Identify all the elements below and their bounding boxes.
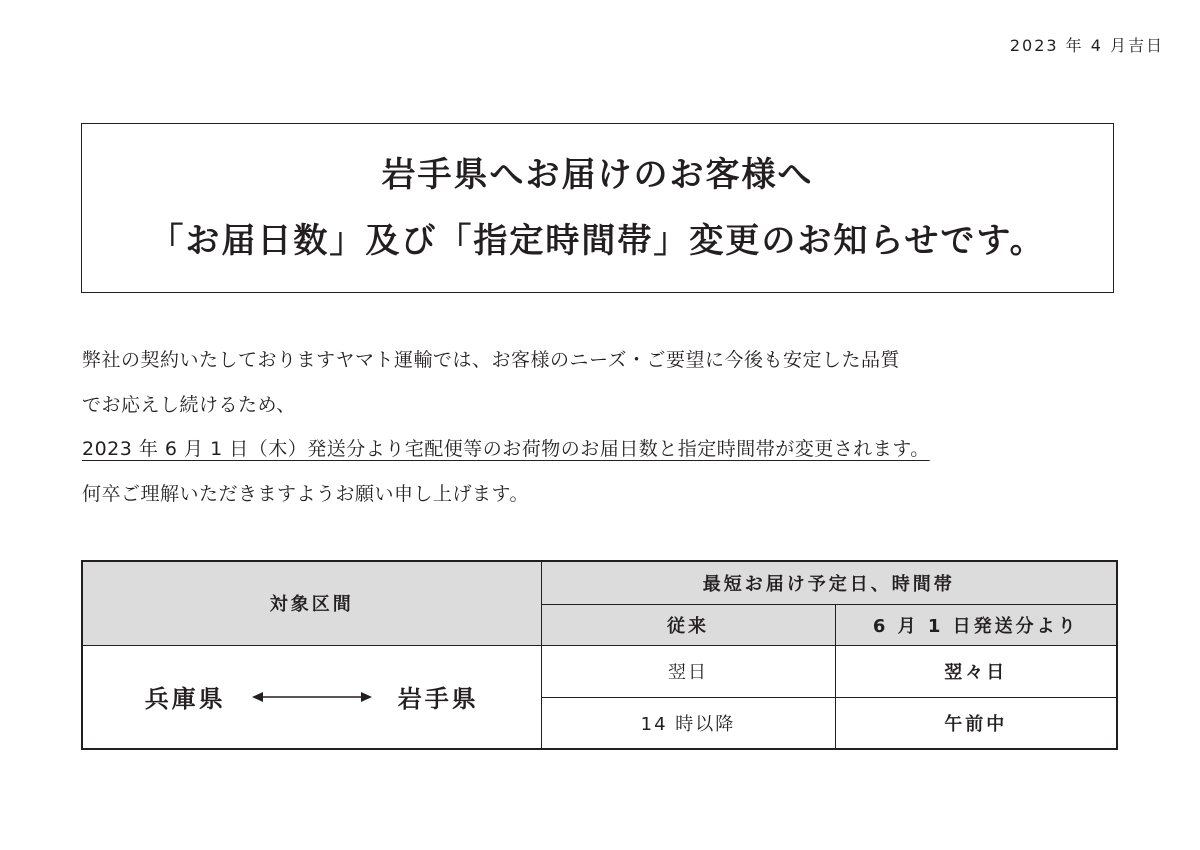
- route-cell: [82, 645, 541, 749]
- title-line-2: 「お届日数」及び「指定時間帯」変更のお知らせです。: [149, 221, 1046, 261]
- route-to: 岩手県: [397, 685, 479, 714]
- header-after: 6 月 1 日発送分より: [835, 604, 1117, 645]
- title-box: [81, 123, 1114, 293]
- row2-before: 14 時以降: [541, 697, 835, 749]
- delivery-schedule-table: [81, 560, 1118, 750]
- header-before: 従来: [541, 604, 835, 645]
- body-line-3-underlined: 2023 年 6 月 1 日（木）発送分より宅配便等のお荷物のお届日数と指定時間帯が変更されます。: [82, 438, 930, 460]
- title-line-1: 岩手県へお届けのお客様へ: [381, 155, 814, 195]
- route: [83, 679, 541, 714]
- double-arrow-icon: [252, 690, 372, 704]
- body-line-1: 弊社の契約いたしておりますヤマト運輸では、お客様のニーズ・ご要望に今後も安定した品質: [82, 349, 901, 371]
- row2-after: 午前中: [835, 697, 1117, 749]
- body-line-2: でお応えし続けるため、: [82, 393, 296, 416]
- notice-body: [82, 338, 1122, 516]
- route-from: 兵庫県: [144, 685, 226, 714]
- header-target-section: 対象区間: [82, 561, 541, 645]
- row1-after: 翌々日: [835, 645, 1117, 697]
- body-line-4: 何卒ご理解いただきますようお願い申し上げます。: [82, 482, 529, 505]
- header-earliest-delivery: 最短お届け予定日、時間帯: [541, 561, 1117, 604]
- issue-date: 2023 年 4 月吉日: [1009, 36, 1164, 55]
- row1-before: 翌日: [541, 645, 835, 697]
